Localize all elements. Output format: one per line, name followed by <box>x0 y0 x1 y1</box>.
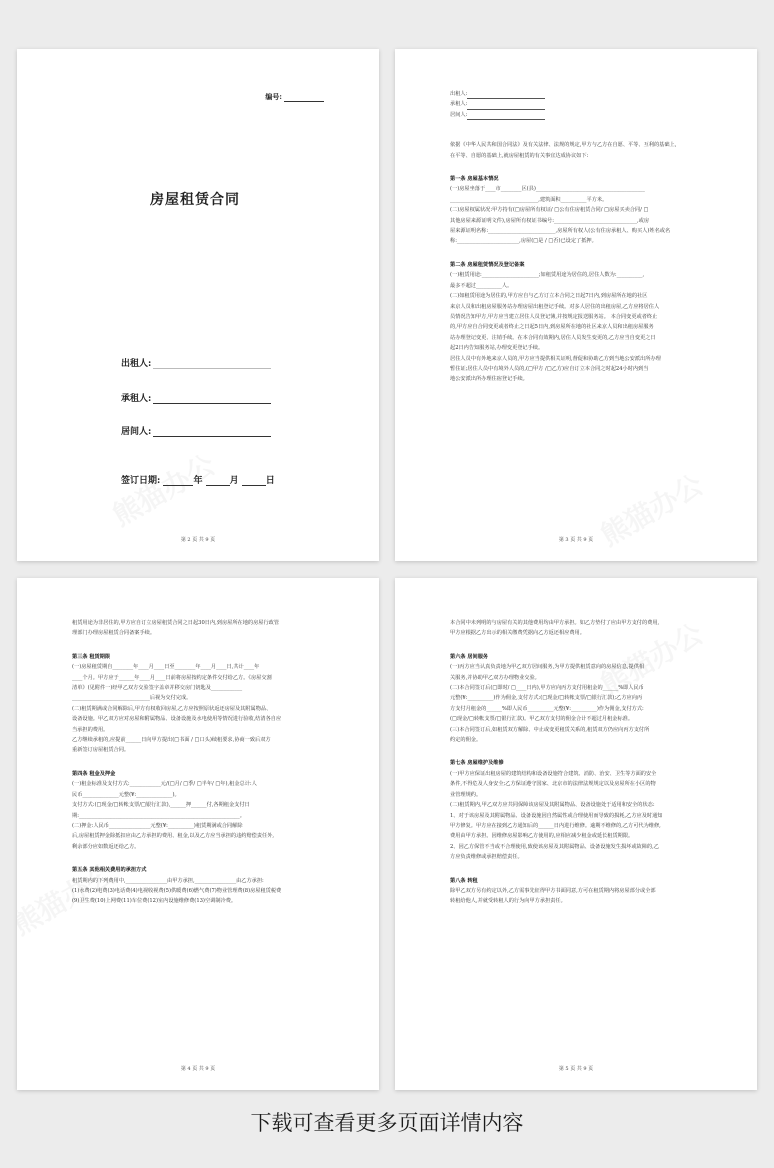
article-heading: 第二条 房屋租赁情况及登记备案 <box>450 261 525 268</box>
lessor-line <box>153 359 271 369</box>
page-content <box>450 89 702 385</box>
text-line: (二)租赁期内,甲乙双方应共同保障该房屋及其附属物品、设备设施处于适用和安全的状态: <box>450 802 655 809</box>
text-line: 设备设施。甲乙双方应对房屋和附属物品、设备设施及水电使用等情况进行验收,结清各自应 <box>72 716 282 723</box>
signing-date <box>121 473 275 486</box>
contract-number-line <box>284 94 324 102</box>
text-line: (二)押金:人民币________________元整(¥:__________)租赁期满或合同解除 <box>72 822 243 829</box>
download-caption[interactable]: 下载可查看更多页面详情内容 <box>250 1111 524 1135</box>
resident-line <box>153 427 271 437</box>
text-line: 转租给他人,并就受转租人的行为向甲方承担责任。 <box>450 898 566 905</box>
month-label: 月 <box>229 476 239 486</box>
text-line: 关服务,并协助甲乙双方办理物业交验。 <box>450 674 540 681</box>
page-content <box>450 618 702 907</box>
lessee-line <box>153 394 271 404</box>
text-line: 的,甲方应自合同变更或者终止之日起5日内,到房屋所在地的社区来京人员和出租房屋服务 <box>450 324 654 331</box>
text-line: 站办理登记变更、注销手续。在本合同有效期内,居住人员发生变更的,乙方应当自变更之日 <box>450 334 656 341</box>
blank-line <box>467 113 545 120</box>
lessor-field <box>121 356 271 369</box>
contract-cover-page <box>17 49 379 561</box>
intro-line: 依据《中华人民共和国合同法》及有关法律、法规的规定,甲方与乙方在自愿、平等、互利的基础上, <box>450 142 677 149</box>
text-line: 方应负责维修或承担赔偿责任。 <box>450 854 523 861</box>
year-line <box>163 476 193 486</box>
text-line: 方支付月租金的______%即人民币__________元整(¥:__________)作为佣金,支付方式: <box>450 705 644 712</box>
text-line: 居住人员中有外地来京人员的,甲方应当提供相关证明,督促和协助乙方到当地公安派出所办理 <box>450 355 661 362</box>
text-line: 除甲乙双方另有约定以外,乙方需事先征得甲方书面同意,方可在租赁期内将房屋部分或全部 <box>450 887 656 894</box>
text-line: 其他房屋来源证明文件),房屋所有权证书编号:________________________________,或房 <box>450 217 650 224</box>
text-line: 重新签订房屋租赁合同。 <box>72 747 130 754</box>
contract-number <box>265 92 324 102</box>
text-line: (二)如租赁用途为居住的,甲方应自与乙方订立本合同之日起7日内,到房屋所在地的社区 <box>450 293 648 300</box>
text-line: 甲方应根据乙方出示的相关缴费凭据向乙方返还相应费用。 <box>450 630 585 637</box>
month-line <box>206 476 230 486</box>
text-line: 乙方继续承租的,应提前______日向甲方提出(□书面 / □口头)续租要求,协商一致后双方 <box>72 737 271 744</box>
contract-page-3 <box>395 49 757 561</box>
text-line: 租赁用途为非居住的,甲方应自订立房屋租赁合同之日起30日内,到房屋所在地的房屋行政管 <box>72 620 280 626</box>
text-line: 条件,不得危及人身安全;乙方保证遵守国家、北京市的法律法规规定以及房屋所在小区的物 <box>450 781 656 788</box>
text-line: ____个月。甲方应于______年____月____日前将房屋按约定条件交付给乙方。《房屋交割 <box>72 674 272 681</box>
article-heading: 第六条 居间服务 <box>450 653 489 660</box>
party-line-lessor <box>450 89 702 99</box>
text-line: 当承担的费用。 <box>72 726 109 733</box>
page-footer: 第 3 页 共 9 页 <box>558 537 594 543</box>
text-line: 起2日内告知服务站,办理变更登记手续。 <box>450 345 544 352</box>
article-heading: 第七条 房屋维护及维修 <box>450 760 504 767</box>
text-line: 支付方式:(□现金/□转帐支票/□银行汇款),______押______付,各期租金支付日 <box>72 802 250 809</box>
text-line: (二)租赁期满或合同解除后,甲方有权收回房屋,乙方应按照原状返还房屋及其附属物品、 <box>72 705 272 712</box>
text-line: 理部门办理房屋租赁合同备案手续。 <box>72 630 156 637</box>
text-line: (1)水费(2)电费(3)电话费(4)电视收视费(5)供暖费(6)燃气费(7)物业管理费(8)房屋租赁税费 <box>72 887 282 894</box>
text-line: 暂住证;居住人员中有境外人员的,(□甲方 /□乙方)应自订立本合同之时起24小时内到当 <box>450 365 649 372</box>
text-line: (一)房屋坐落于____市________区(县)__________________________________________ <box>450 186 645 193</box>
contract-page-5 <box>395 578 757 1090</box>
text-line: 清单》(见附件一)经甲乙双方交验签字盖章并移交房门钥匙及____________ <box>72 685 243 692</box>
page-content <box>72 618 324 907</box>
text-line: __________________________________,建筑面积__________平方米。 <box>450 196 608 203</box>
article-heading: 第五条 其他相关费用的承担方式 <box>72 867 147 874</box>
text-line: 民币______________元整(¥:______________)。 <box>72 791 180 798</box>
text-line: 屋来源证明名称:__________________________,房屋所有权人(公有住房承租人、购买人)姓名或名 <box>450 228 671 235</box>
lessee-field <box>121 391 271 404</box>
text-line: 后,房屋租赁押金除抵扣应由乙方承担的费用、租金,以及乙方应当承担的违约赔偿责任外, <box>72 833 275 840</box>
article-heading: 第一条 房屋基本情况 <box>450 176 499 183</box>
text-line: 本合同中未列明的与房屋有关的其他费用均由甲方承担。如乙方垫付了应由甲方支付的费用, <box>450 620 660 626</box>
text-line: 约定的佣金。 <box>450 737 482 744</box>
text-line: (二)本合同签订后(□即时/ □____日内),甲方应向丙方支付用租金的______%即人民币 <box>450 685 644 692</box>
text-line: (一)租金标准及支付方式:____________元/(□月/ □季/ □半年/ □年),租金总计:人 <box>72 781 257 788</box>
page-footer: 第 4 页 共 9 页 <box>180 1066 216 1072</box>
text-line: 1、对于该房屋及其附属物品、设备设施因自然属性或合理使用而导致的损耗,乙方应及时通知 <box>450 812 663 819</box>
contract-number-label: 编号: <box>265 92 282 101</box>
text-line: ______________________________后视为交付完成。 <box>72 695 192 702</box>
article-heading: 第四条 租金及押金 <box>72 770 116 777</box>
party-label: 居间人: <box>450 111 468 118</box>
text-line: 地公安派出所办理住宿登记手续。 <box>450 376 528 383</box>
text-line: (一)甲方应保证出租房屋的建筑结构和设备设施符合建筑、消防、治安、卫生等方面的安全 <box>450 770 657 777</box>
lessor-label: 出租人: <box>121 359 152 369</box>
blank-line <box>467 92 545 99</box>
text-line: 租赁期内的下列费用中,________________由甲方承担,________________由乙方承担: <box>72 877 264 884</box>
contract-title: 房屋租赁合同 <box>150 192 240 208</box>
text-line: 元整(¥:__________)作为佣金,支付方式:(□现金/□转帐支票/□银行汇款);乙方应向丙 <box>450 695 643 702</box>
text-line: 来京人员和出租房屋服务站办理房屋出租登记手续。对多人居住的出租房屋,乙方应将居住人 <box>450 303 660 310</box>
party-label: 承租人: <box>450 101 468 108</box>
text-line: 业管理规约。 <box>450 791 482 798</box>
text-line: 费用由甲方承担。因维修房屋影响乙方使用的,应相应减少租金或延长租赁期限。 <box>450 833 634 840</box>
party-line-lessee <box>450 99 702 109</box>
text-line: (一)租赁用途:______________________;如租赁用途为居住的,居住人数为:__________, <box>450 272 645 279</box>
text-line: (一)丙方应当认真负责地为甲乙双方居间服务,为甲方提供租赁意向的房屋信息,提供相 <box>450 664 645 671</box>
text-line: (三)本合同签订后,如租赁双方解除、中止或变更租赁关系的,租赁双方仍应向丙方支付所 <box>450 726 650 733</box>
text-line: (二)房屋权属状况:甲方持有(□房屋所有权证/ □公有住房租赁合同/ □房屋买卖合同/ □ <box>450 207 649 214</box>
resident-field <box>121 424 271 437</box>
page-footer: 第 5 页 共 9 页 <box>558 1066 594 1072</box>
resident-label: 居间人: <box>121 427 152 437</box>
text-line: (一)房屋租赁期自________年____月____日至________年____月____日,共计____年 <box>72 664 260 671</box>
day-label: 日 <box>265 476 275 486</box>
text-line: 最多不超过__________人。 <box>450 282 513 289</box>
day-line <box>242 476 266 486</box>
article-heading: 第八条 转租 <box>450 877 478 884</box>
text-line: 员情况告知甲方,甲方应当建立居住人员登记簿,并按规定报送服务站。 本合同变更或者终止 <box>450 313 658 320</box>
watermark <box>105 444 222 535</box>
party-label: 出租人: <box>450 91 468 97</box>
blank-line <box>467 103 545 110</box>
text-line: 甲方修复。甲方应在接到乙方通知后的______日内进行维修。逾期不维修的,乙方可代为维修, <box>450 822 661 829</box>
text-line: (9)卫生费(10)上网费(11)车位费(12)室内设施维修费(13)空调制冷费。 <box>72 898 237 905</box>
contract-page-4 <box>17 578 379 1090</box>
article-heading: 第三条 租赁期限 <box>72 653 111 660</box>
date-label: 签订日期: <box>121 476 161 486</box>
lessee-label: 承租人: <box>121 394 152 404</box>
intro-line: 在平等、自愿的基础上,就房屋租赁的有关事宜达成协议如下: <box>450 152 589 159</box>
year-label: 年 <box>193 476 203 486</box>
party-line-resident <box>450 110 702 120</box>
text-line: (□现金/□转帐支票/□银行汇款)。甲乙双方支付的佣金合计不超过月租金标准。 <box>450 716 634 723</box>
text-line: 剩余部分应如数返还给乙方。 <box>72 843 140 850</box>
text-line: 称:________________________,房屋(□是 / □否)已设定了抵押。 <box>450 238 597 245</box>
text-line: 期:______________________________________________________________。 <box>72 812 245 819</box>
text-line: 2、因乙方保管不当或不合理使用,致使该房屋及其附属物品、设备设施发生损坏或故障的,乙 <box>450 843 659 850</box>
page-footer: 第 2 页 共 9 页 <box>180 537 216 543</box>
